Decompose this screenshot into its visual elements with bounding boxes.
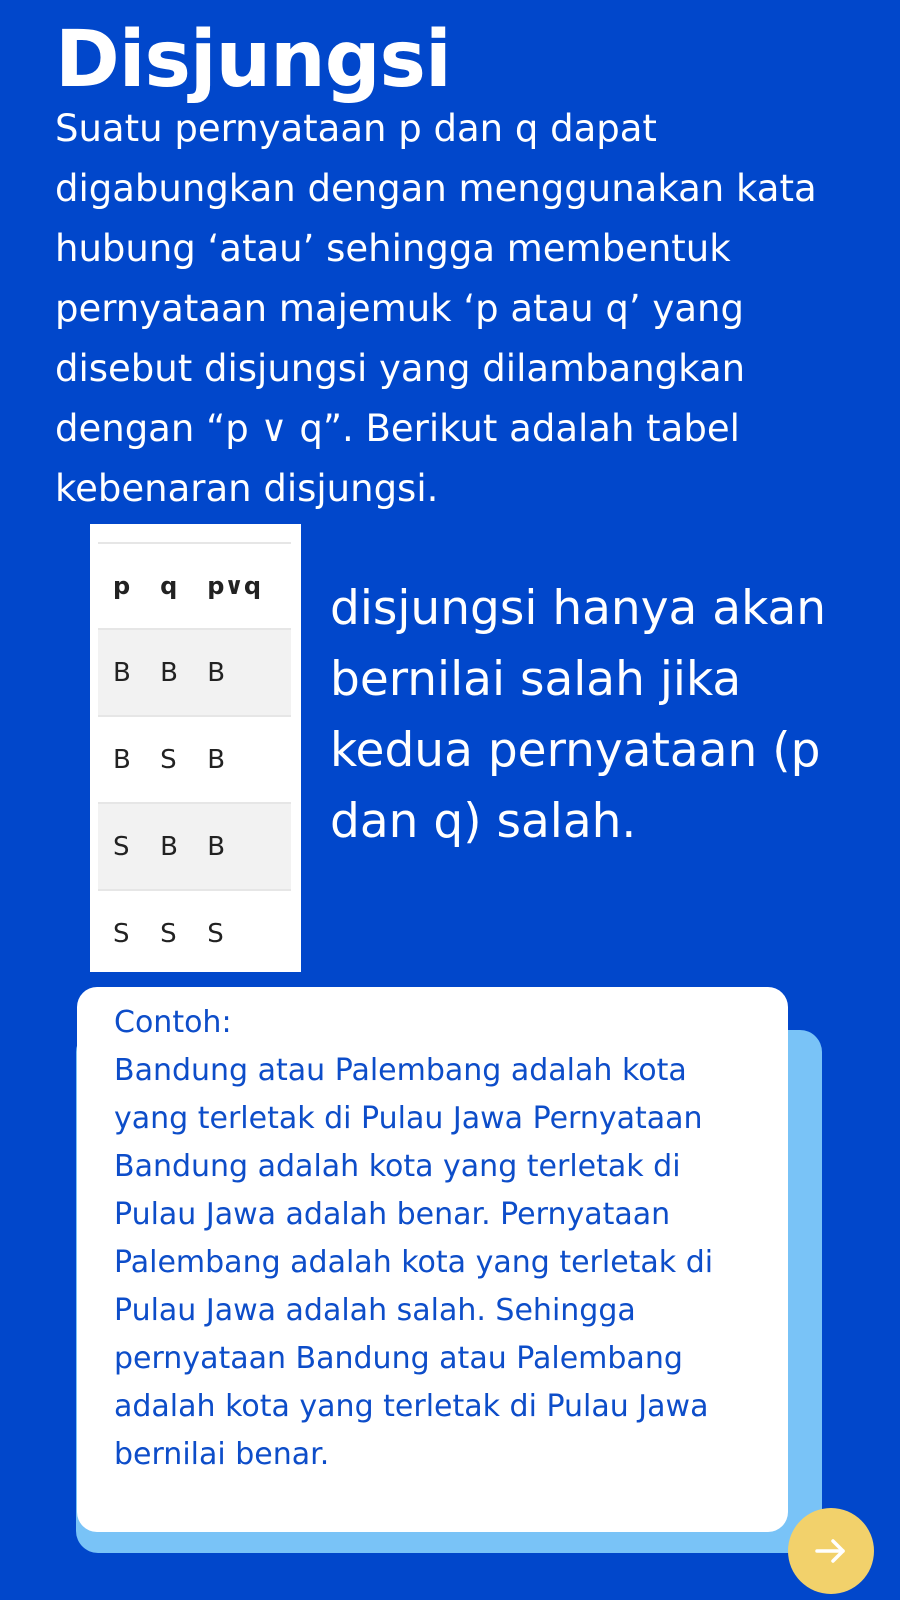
example-card xyxy=(77,987,788,1532)
table-row xyxy=(98,890,291,976)
table-cell: B xyxy=(145,629,192,716)
table-row xyxy=(98,803,291,890)
example-heading: Contoh: xyxy=(114,1005,232,1040)
arrow-right-icon xyxy=(811,1531,851,1571)
table-cell: B xyxy=(207,744,226,775)
table-cell: B xyxy=(192,629,291,716)
table-cell: S xyxy=(160,744,177,775)
page-title: Disjungsi xyxy=(55,15,451,105)
table-row xyxy=(98,629,291,716)
header-p-or-q: p∨q xyxy=(207,572,262,600)
next-button[interactable] xyxy=(788,1508,874,1594)
table-note: disjungsi hanya akan bernilai salah jika kedua pernyataan (p dan q) salah. xyxy=(330,581,827,849)
table-cell: S xyxy=(207,918,224,949)
table-cell: B xyxy=(145,803,192,890)
example-body: Bandung atau Palembang adalah kota yang terletak di Pulau Jawa Pernyataan Bandung adalah kota yang terletak di Pulau Jawa adalah benar. Pernyataan Palembang adalah kota yang terletak di Pulau Jawa adalah salah. Sehingga pernyataan Bandung atau Palembang adalah kota yang terletak di Pulau Jawa bernilai benar. xyxy=(114,1053,714,1472)
table-cell: S xyxy=(160,918,177,949)
truth-table xyxy=(98,542,291,976)
header-q: q xyxy=(160,572,178,600)
table-cell: B xyxy=(113,744,131,775)
header-p: p xyxy=(113,572,131,600)
table-cell: S xyxy=(98,803,145,890)
intro-paragraph: Suatu pernyataan p dan q dapat digabungkan dengan menggunakan kata hubung ‘atau’ sehingga membentuk pernyataan majemuk ‘p atau q’ yang disebut disjungsi yang dilambangkan dengan “p ∨ q”. Berikut adalah tabel kebenaran disjungsi. xyxy=(55,107,817,510)
table-header-row xyxy=(98,543,291,629)
truth-table-card xyxy=(90,524,301,972)
table-cell: B xyxy=(192,803,291,890)
table-row xyxy=(98,716,291,803)
table-cell: S xyxy=(113,918,130,949)
table-cell: B xyxy=(98,629,145,716)
